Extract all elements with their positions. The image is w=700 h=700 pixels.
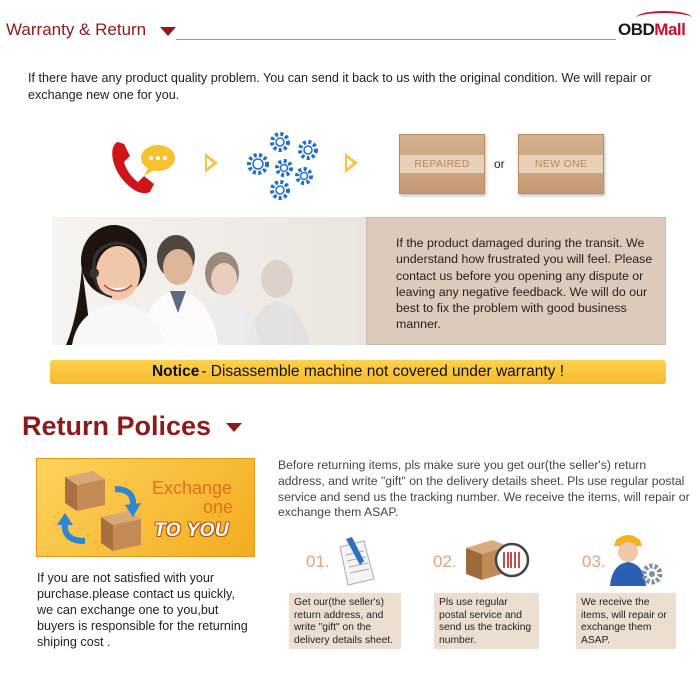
return-instructions: Before returning items, pls make sure you get our(the seller's) return address, and write "gift" on the delivery details sheet. Pls use regular postal service and send us the tracking number. We receive the items, will repair or exchange them ASAP.: [278, 458, 690, 520]
step-number: 02.: [433, 552, 457, 571]
notice-label: Notice: [151, 363, 200, 380]
gears-icon: [244, 128, 324, 202]
new-one-box: [518, 134, 604, 194]
customer-service-photo: [52, 217, 367, 345]
step-3-box: We receive the items, will repair or exchange them ASAP.: [576, 593, 676, 649]
page-title: Warranty & Return: [6, 20, 147, 39]
step-number: 01.: [306, 552, 330, 571]
notice-bar: [50, 360, 666, 384]
worker-gear-icon: [608, 532, 664, 588]
title-triangle-icon: [160, 27, 176, 36]
exchange-boxes-icon: [49, 467, 149, 553]
logo-obd-text: OBD: [618, 20, 655, 39]
logo-mall-text: Mall: [654, 20, 686, 39]
arrow-right-icon: [345, 153, 358, 173]
package-tracking-icon: [462, 536, 532, 582]
or-text: or: [494, 157, 505, 171]
exchange-line2: one: [203, 497, 234, 517]
phone-chat-icon: [108, 136, 178, 200]
step-number: 03.: [582, 552, 606, 571]
not-satisfied-text: If you are not satisfied with your purchase.please contact us quickly, we can exchange one to you,but buyers is responsible for the returning shiping cost .: [37, 571, 248, 649]
arrow-right-icon: [205, 153, 218, 173]
step-2-box: Pls use regular postal service and send us the tracking number.: [434, 593, 539, 649]
document-pen-icon: [334, 537, 380, 587]
repaired-box: [399, 134, 485, 194]
support-message: If the product damaged during the transit. We understand how frustrated you will feel. Please contact us before you opening any dispute or leaving any negative feedback. We will do our best to fix the problem with good business manner.: [396, 236, 653, 332]
new-one-label: NEW ONE: [519, 155, 603, 173]
exchange-line1: Exchange: [152, 478, 233, 498]
intro-text: If there have any product quality problem. You can send it back to us with the original condition. We will repair or exchange new one for you.: [28, 71, 652, 102]
header-divider: [176, 39, 616, 40]
repaired-label: REPAIRED: [400, 155, 484, 173]
section-triangle-icon: [226, 423, 242, 432]
step-1-box: Get our(the seller's) return address, and write "gift" on the delivery details sheet.: [289, 593, 401, 649]
section-title: Return Polices: [22, 411, 212, 441]
notice-text: - Disassemble machine not covered under warranty !: [201, 363, 565, 380]
obdmall-logo: [618, 20, 685, 40]
exchange-line3: TO YOU: [154, 520, 230, 541]
